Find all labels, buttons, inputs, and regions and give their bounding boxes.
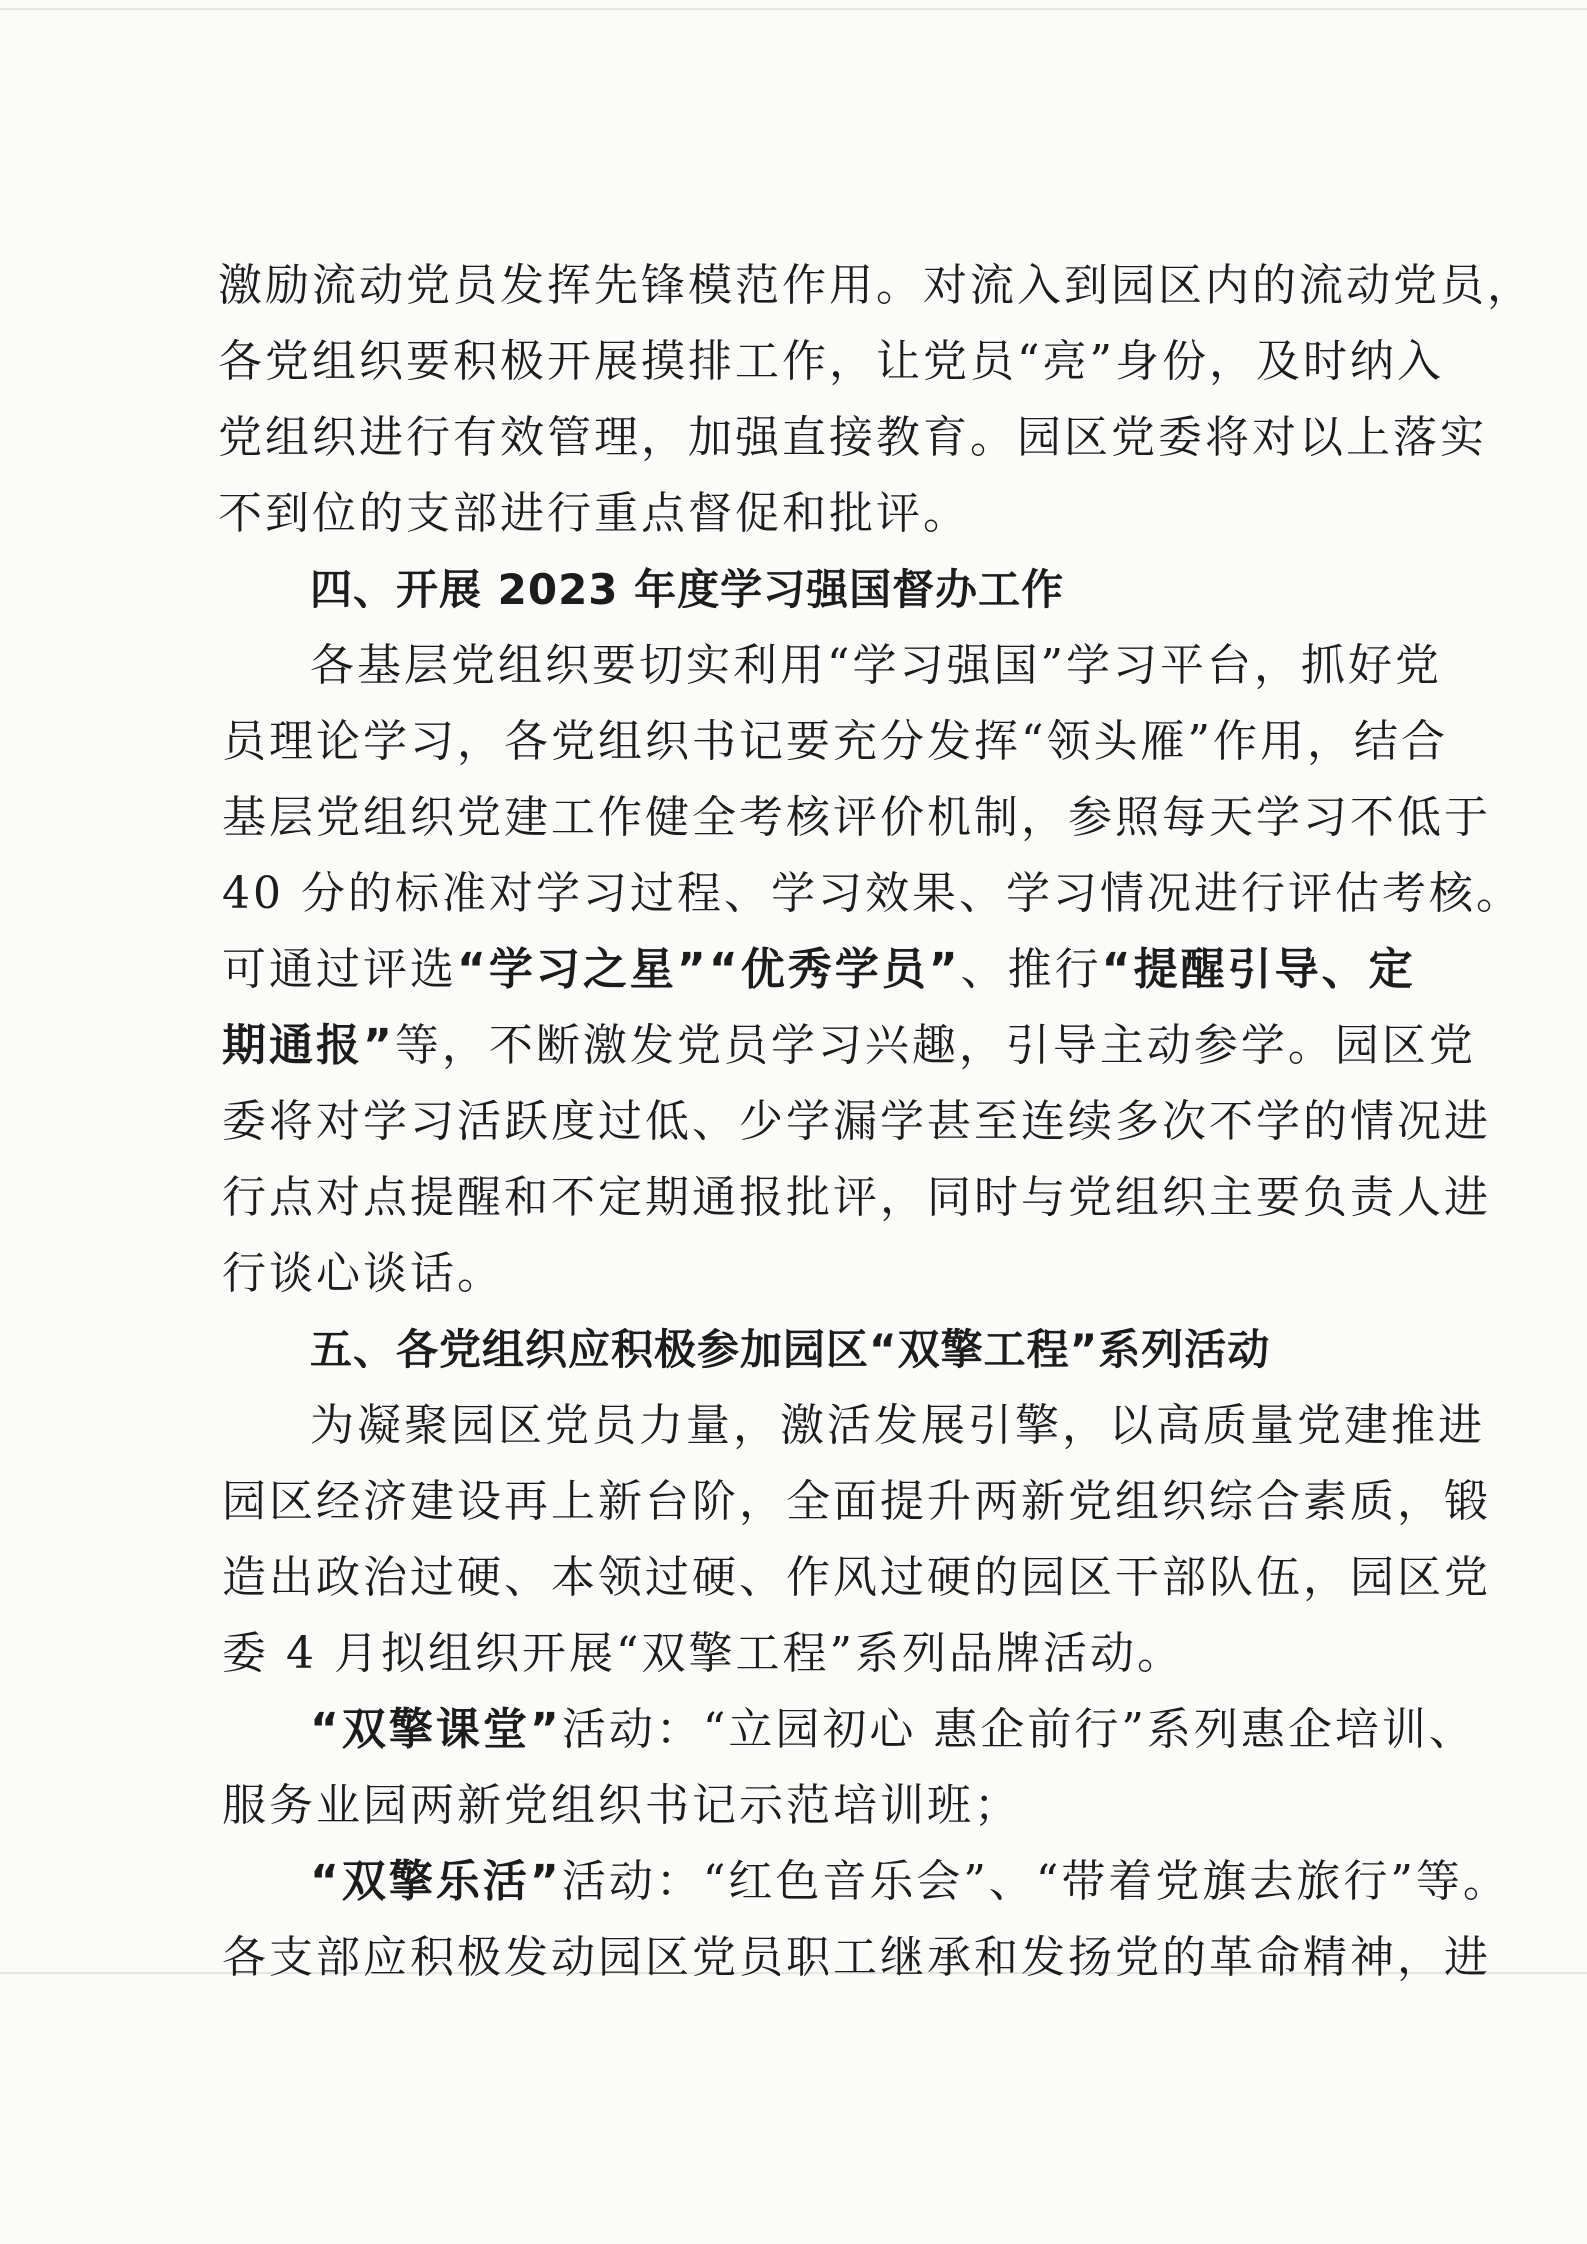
bold-text-run: “双擎课堂”: [310, 1704, 562, 1755]
paragraph-1: [218, 248, 1534, 552]
text-line-mixed: [222, 1844, 1510, 1920]
text-line: 行点对点提醒和不定期通报批评，同时与党组织主要负责人进: [222, 1172, 1491, 1223]
paragraph-2: [222, 628, 1523, 1312]
text-line: 造出政治过硬、本领过硬、作风过硬的园区干部队伍，园区党: [222, 1552, 1491, 1603]
text-line: 各支部应积极发动园区党员职工继承和发扬党的革命精神，进: [222, 1932, 1491, 1983]
bold-text-run: “双擎乐活”: [310, 1856, 562, 1907]
text-run: 活动：“立园初心 惠企前行”系列惠企培训、: [561, 1704, 1476, 1755]
text-run: 可通过评选: [222, 944, 457, 995]
text-run: 、推行: [960, 944, 1102, 995]
text-line: 各党组织要积极开展摸排工作，让党员“亮”身份，及时纳入: [218, 336, 1444, 387]
text-line: 服务业园两新党组织书记示范培训班；: [222, 1780, 1021, 1831]
bold-text-run: “学习之星”“优秀学员”: [457, 944, 961, 995]
bold-text-run: 期通报”: [222, 1020, 395, 1071]
paragraph-3: [222, 1388, 1491, 1692]
text-line-mixed: [222, 932, 1416, 1008]
scan-edge-top: [0, 8, 1587, 10]
text-line: 40 分的标准对学习过程、学习效果、学习情况进行评估考核。: [222, 868, 1523, 919]
text-line: 党组织进行有效管理，加强直接教育。园区党委将对以上落实: [218, 412, 1487, 463]
text-line: 员理论学习，各党组织书记要充分发挥“领头雁”作用，结合: [222, 716, 1448, 767]
section-heading-5: 五、各党组织应积极参加园区“双擎工程”系列活动: [310, 1325, 1271, 1374]
text-line: 激励流动党员发挥先锋模范作用。对流入到园区内的流动党员，: [218, 260, 1534, 311]
text-line: 行谈心谈话。: [222, 1248, 504, 1299]
text-line: 为凝聚园区党员力量，激活发展引擎，以高质量党建推进: [310, 1400, 1485, 1451]
section-heading-4: 四、开展 2023 年度学习强国督办工作: [310, 565, 1065, 614]
text-line-mixed: [222, 1008, 1476, 1084]
text-run: 活动：“红色音乐会”、“带着党旗去旅行”等。: [561, 1856, 1510, 1907]
bold-text-run: “提醒引导、定: [1101, 944, 1416, 995]
document-body: [218, 248, 1534, 1996]
text-line: 委将对学习活跃度过低、少学漏学甚至连续多次不学的情况进: [222, 1096, 1491, 1147]
text-line-mixed: [222, 1692, 1476, 1768]
text-line: 不到位的支部进行重点督促和批评。: [218, 488, 970, 539]
text-line: 园区经济建设再上新台阶，全面提升两新党组织综合素质，锻: [222, 1476, 1491, 1527]
paragraph-4: [222, 1692, 1476, 1844]
paragraph-5: [222, 1844, 1510, 1996]
text-line: 委 4 月拟组织开展“双擎工程”系列品牌活动。: [222, 1628, 1184, 1679]
text-line: 各基层党组织要切实利用“学习强国”学习平台，抓好党: [310, 640, 1442, 691]
text-line: 基层党组织党建工作健全考核评价机制，参照每天学习不低于: [222, 792, 1491, 843]
text-run: 等，不断激发党员学习兴趣，引导主动参学。园区党: [394, 1020, 1476, 1071]
